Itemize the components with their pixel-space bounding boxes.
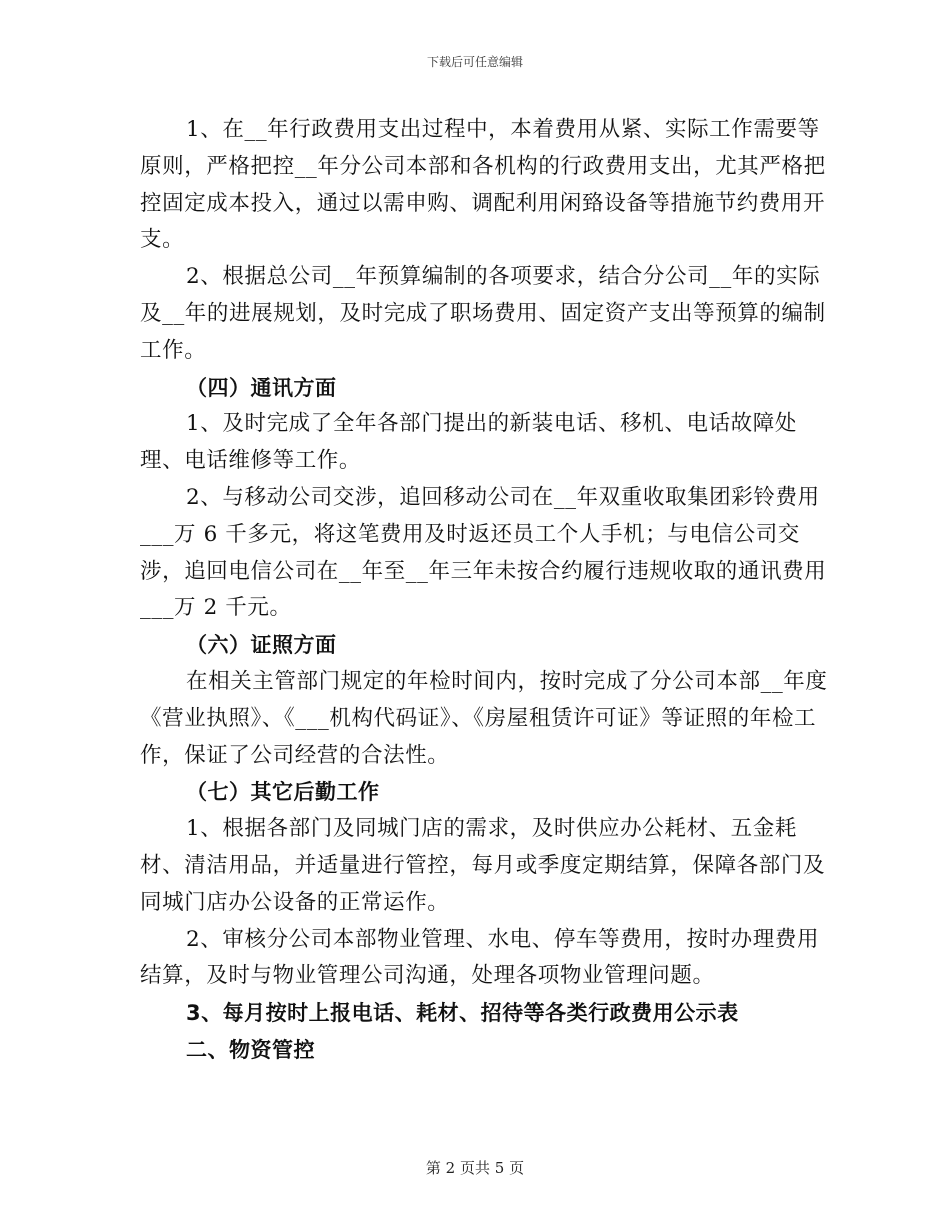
section-heading-licenses: （六）证照方面 [186,633,337,658]
document-body [140,112,830,1069]
section-heading-other-logistics: （七）其它后勤工作 [186,780,380,805]
section-heading-material-control: 二、物资管控 [186,1037,315,1062]
page-footer: 第 2 页共 5 页 [425,1159,525,1177]
paragraph-license-inspection: 在相关主管部门规定的年检时间内，按时完成了分公司本部__年度《营业执照》、《___机构代码证》、《房屋租赁许可证》等证照的年检工作，保证了公司经营的合法性。 [140,668,828,768]
paragraph-phone-installation: 1、及时完成了全年各部门提出的新装电话、移机、电话故障处理、电话维修等工作。 [140,411,797,474]
section-heading-expense-report: 3、每月按时上报电话、耗材、招待等各类行政费用公示表 [186,1001,739,1026]
paragraph-admin-expense-control: 1、在__年行政费用支出过程中，本着费用从紧、实际工作需要等原则，严格把控__年分公司本部和各机构的行政费用支出，尤其严格把控固定成本投入，通过以需申购、调配利用闲臵设备等措施节约费用开支。 [140,117,826,253]
paragraph-fee-recovery: 2、与移动公司交涉，追回移动公司在__年双重收取集团彩铃费用___万 6 千多元，将这笔费用及时返还员工个人手机；与电信公司交涉，追回电信公司在__年至__年三年未按合约履行违规收取的通讯费用___万 2 千元。 [140,484,827,621]
paragraph-budget-compilation: 2、根据总公司__年预算编制的各项要求，结合分公司__年的实际及__年的进展规划，及时完成了职场费用、固定资产支出等预算的编制工作。 [140,264,826,363]
page-header: 下载后可任意编辑 [426,55,523,69]
paragraph-property-fees: 2、审核分公司本部物业管理、水电、停车等费用，按时办理费用结算，及时与物业管理公司沟通，处理各项物业管理问题。 [140,926,820,989]
section-heading-communications: （四）通讯方面 [186,375,337,400]
paragraph-office-supplies: 1、根据各部门及同城门店的需求，及时供应办公耗材、五金耗材、清洁用品，并适量进行管控，每月或季度定期结算，保障各部门及同城门店办公设备的正常运作。 [140,816,826,915]
